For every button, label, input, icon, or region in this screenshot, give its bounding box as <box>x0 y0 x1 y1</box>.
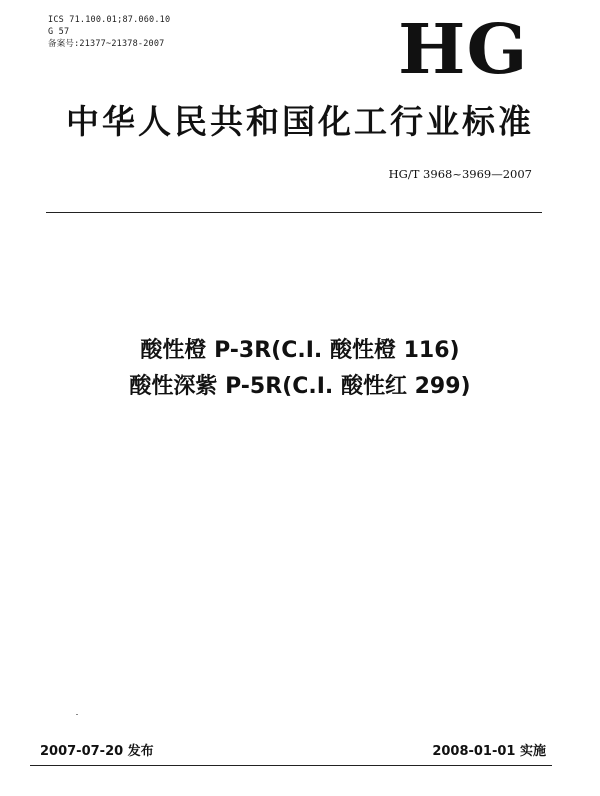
ccs-code: G 57 <box>48 27 70 37</box>
document-title-line-1: 酸性橙 P-3R(C.I. 酸性橙 116) <box>140 338 460 363</box>
issue-date: 2007-07-20 发布 <box>40 744 154 759</box>
organization-title: 中华人民共和国化工行业标准 <box>66 102 534 141</box>
header-divider <box>46 212 542 213</box>
ics-code: ICS 71.100.01;87.060.10 <box>48 15 171 25</box>
filing-number: 备案号:21377~21378-2007 <box>48 39 165 49</box>
standard-number: HG/T 3968~3969—2007 <box>388 167 532 181</box>
scan-speck <box>76 714 78 715</box>
footer-divider <box>30 765 552 766</box>
hg-logo: HG <box>398 10 529 90</box>
document-title-line-2: 酸性深紫 P-5R(C.I. 酸性红 299) <box>129 374 471 399</box>
classification-block <box>48 14 170 50</box>
implementation-date: 2008-01-01 实施 <box>432 744 546 759</box>
